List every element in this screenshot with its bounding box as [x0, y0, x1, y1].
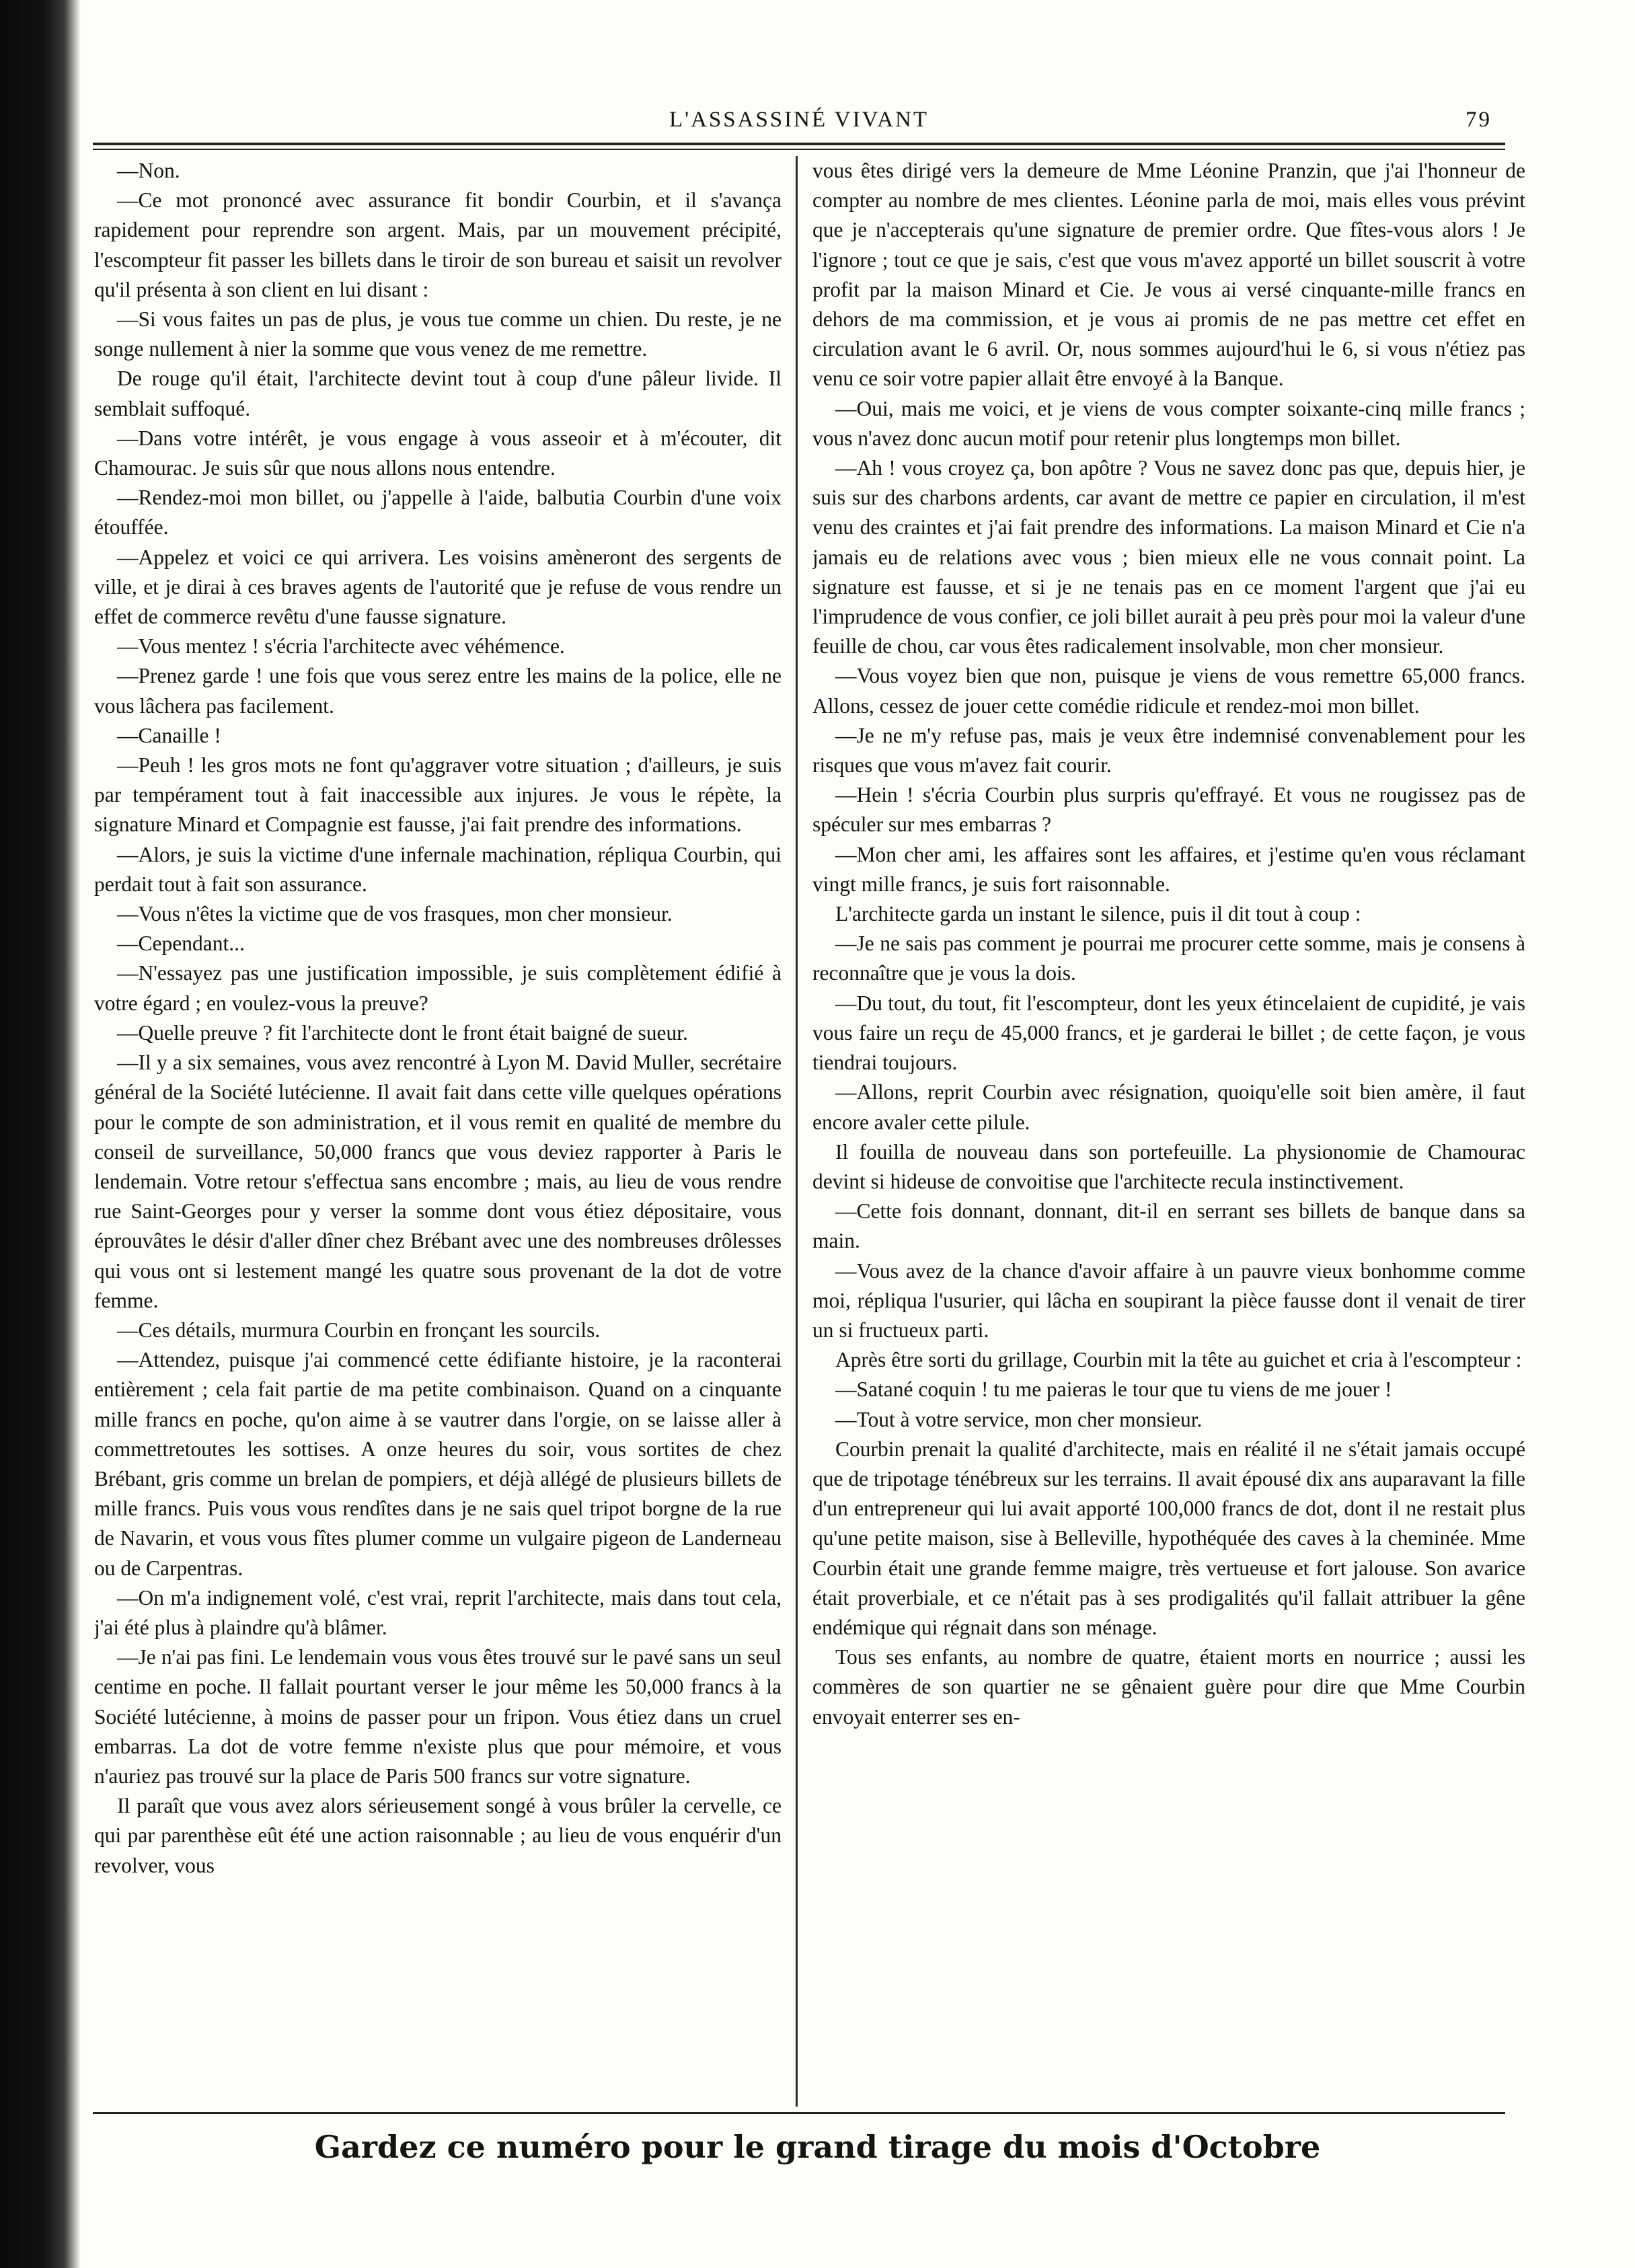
right-column	[812, 156, 1525, 2107]
paragraph: —Cette fois donnant, donnant, dit-il en serrant ses billets de banque dans sa main.	[812, 1199, 1525, 1253]
paragraph: Courbin prenait la qualité d'architecte, mais en réalité il ne s'était jamais occupé que de tripotage ténébreux sur les terrains. Il avait épousé dix ans auparavant la fille d'un entrepreneur qui lui avait apporté 100,000 francs de dot, dont il ne restait plus qu'une petite maison, sise à Belleville, hypothéquée des caves à la cheminée. Mme Courbin était une grande femme maigre, très vertueuse et fort jalouse. Son avarice était proverbiale, et ce n'était pas à ses prodigalités qu'il fallait attribuer la gêne endémique qui régnait dans son ménage.	[812, 1437, 1525, 1639]
left-column	[94, 156, 782, 2107]
paragraph-continued: vous êtes dirigé vers la demeure de Mme Léonine Pranzin, que j'ai l'honneur de compter au nombre de mes clientes. Léonine parla de moi, mais elles vous prévint que je n'accepterais qu'une signature de premier ordre. Que fîtes-vous alors ! Je l'ignore ; tout ce que je sais, c'est que vous m'avez apporté un billet souscrit à votre profit par la maison Minard et Cie. Je vous ai versé cinquante-mille francs en dehors de ma commission, et je vous ai promis de ne pas mettre cet effet en circulation avant le 6 avril. Or, nous sommes aujourd'hui le 6, si vous n'étiez pas venu ce soir votre papier allait être envoyé à la Banque.	[812, 159, 1525, 391]
header-rule-thick	[93, 143, 1505, 145]
paragraph: —Si vous faites un pas de plus, je vous tue comme un chien. Du reste, je ne songe nullement à nier la somme que vous venez de me remettre.	[94, 307, 782, 361]
paragraph: —Canaille !	[117, 723, 221, 747]
paragraph: L'architecte garda un instant le silence, puis il dit tout à coup :	[835, 902, 1361, 926]
paragraph: —Ah ! vous croyez ça, bon apôtre ? Vous ne savez donc pas que, depuis hier, je suis sur des charbons ardents, car avant de mettre ce papier en circulation, il m'est venu des craintes et j'ai fait prendre des informations. La maison Minard et Cie n'a jamais eu de relations avec vous ; bien mieux elle ne vous connait point. La signature est fausse, et si je ne tenais pas en ce moment l'argent que j'ai eu l'imprudence de vous confier, ce joli billet aurait à peu près pour moi la valeur d'une feuille de chou, car vous êtes radicalement insolvable, mon cher monsieur.	[812, 456, 1525, 658]
page-number: 79	[1466, 108, 1492, 132]
page-binding-edge	[0, 0, 81, 2268]
paragraph: —Hein ! s'écria Courbin plus surpris qu'effrayé. Et vous ne rougissez pas de spéculer sur mes embarras ?	[812, 783, 1525, 837]
paragraph: —Ces détails, murmura Courbin en fronçant les sourcils.	[117, 1318, 601, 1342]
paragraph: —Dans votre intérêt, je vous engage à vous asseoir et à m'écouter, dit Chamourac. Je suis sûr que nous allons nous entendre.	[94, 426, 782, 480]
paragraph: —Vous mentez ! s'écria l'architecte avec véhémence.	[117, 634, 565, 658]
column-divider	[796, 156, 798, 2107]
footer-notice: Gardez ce numéro pour le grand tirage du mois d'Octobre	[314, 2129, 1321, 2165]
paragraph: —Je ne sais pas comment je pourrai me procurer cette somme, mais je consens à reconnaître que je vous la dois.	[812, 932, 1525, 985]
paragraph: —Je ne m'y refuse pas, mais je veux être indemnisé convenablement pour les risques que vous m'avez fait courir.	[812, 723, 1525, 778]
paragraph: —Peuh ! les gros mots ne font qu'aggraver votre situation ; d'ailleurs, je suis par tempérament tout à fait inaccessible aux injures. Je vous le répète, la signature Minard et Compagnie est fausse, j'ai fait prendre des informations.	[94, 753, 782, 837]
footer-rule	[93, 2112, 1505, 2114]
paragraph: Il fouilla de nouveau dans son portefeuille. La physionomie de Chamourac devint si hideuse de convoitise que l'architecte recula instinctivement.	[812, 1139, 1525, 1193]
running-head	[93, 108, 1505, 141]
paragraph: —Non.	[117, 159, 180, 182]
paragraph: —Je n'ai pas fini. Le lendemain vous vous êtes trouvé sur le pavé sans un seul centime en poche. Il fallait pourtant verser le jour même les 50,000 francs à la Société lutécienne, à moins de passer pour un fripon. Vous étiez dans un cruel embarras. La dot de votre femme n'existe plus que pour mémoire, et vous n'auriez pas trouvé sur la place de Paris 500 francs sur votre signature.	[94, 1645, 782, 1788]
paragraph: —On m'a indignement volé, c'est vrai, reprit l'architecte, mais dans tout cela, j'ai été plus à plaindre qu'à blâmer.	[94, 1585, 782, 1639]
paragraph: Tous ses enfants, au nombre de quatre, étaient morts en nourrice ; aussi les commères de son quartier ne se gênaient guère pour dire que Mme Courbin envoyait enterrer ses en-	[812, 1645, 1525, 1729]
paragraph: —Oui, mais me voici, et je viens de vous compter soixante-cinq mille francs ; vous n'avez donc aucun motif pour retenir plus longtemps mon billet.	[812, 396, 1525, 450]
paragraph: —Mon cher ami, les affaires sont les affaires, et j'estime qu'en vous réclamant vingt mille francs, je suis fort raisonnable.	[812, 842, 1525, 896]
paragraph: Après être sorti du grillage, Courbin mit la tête au guichet et cria à l'escompteur :	[835, 1348, 1522, 1372]
header-rule-thin	[93, 149, 1505, 150]
paragraph: —Alors, je suis la victime d'une infernale machination, répliqua Courbin, qui perdait tout à fait son assurance.	[94, 842, 782, 896]
paragraph: —Attendez, puisque j'ai commencé cette édifiante histoire, je la raconterai entièrement ; cela fait partie de ma petite combinaison. Quand on a cinquante mille francs en poche, qu'on aime à se vautrer dans l'orgie, on se laisse aller à commettretoutes les sottises. A onze heures du soir, vous sortites de chez Brébant, gris comme un brelan de pompiers, et déjà allégé de plusieurs billets de mille francs. Puis vous vous rendîtes dans je ne sais quel tripot borgne de la rue de Navarin, et vous vous fîtes plumer comme un vulgaire pigeon de Landerneau ou de Carpentras.	[94, 1348, 782, 1580]
paragraph: —N'essayez pas une justification impossible, je suis complètement édifié à votre égard ; en voulez-vous la preuve?	[94, 961, 782, 1015]
running-title: L'ASSASSINÉ VIVANT	[669, 108, 929, 132]
paragraph: Il paraît que vous avez alors sérieusement songé à vous brûler la cervelle, ce qui par parenthèse eût été une action raisonnable ; au lieu de vous enquérir d'un revolver, vous	[94, 1794, 782, 1877]
paragraph: —Vous voyez bien que non, puisque je viens de vous remettre 65,000 francs. Allons, cessez de jouer cette comédie ridicule et rendez-moi mon billet.	[812, 664, 1525, 718]
paragraph: —Quelle preuve ? fit l'architecte dont le front était baigné de sueur.	[117, 1020, 688, 1045]
paragraph: —Cependant...	[117, 932, 245, 956]
paragraph: —Ce mot prononcé avec assurance fit bondir Courbin, et il s'avança rapidement pour reprendre son argent. Mais, par un mouvement précipité, l'escompteur fit passer les billets dans le tiroir de son bureau et saisit un revolver qu'il présenta à son client en lui disant :	[94, 188, 782, 301]
paragraph: —Rendez-moi mon billet, ou j'appelle à l'aide, balbutia Courbin d'une voix étouffée.	[94, 486, 782, 539]
paragraph: —Du tout, du tout, fit l'escompteur, dont les yeux étincelaient de cupidité, je vais vous faire un reçu de 45,000 francs, et je garderai le billet ; de cette façon, je vous tiendrai toujours.	[812, 991, 1525, 1075]
paragraph: —Allons, reprit Courbin avec résignation, quoiqu'elle soit bien amère, il faut encore avaler cette pilule.	[812, 1080, 1525, 1134]
paragraph: —Appelez et voici ce qui arrivera. Les voisins amèneront des sergents de ville, et je dirai à ces braves agents de l'autorité que je refuse de vous rendre un effet de commerce revêtu d'une fausse signature.	[94, 545, 782, 629]
paragraph: —Satané coquin ! tu me paieras le tour que tu viens de me jouer !	[835, 1377, 1392, 1402]
paragraph: —Tout à votre service, mon cher monsieur.	[835, 1407, 1203, 1431]
paragraph: —Prenez garde ! une fois que vous serez entre les mains de la police, elle ne vous lâchera pas facilement.	[94, 664, 782, 718]
paragraph: —Vous n'êtes la victime que de vos frasques, mon cher monsieur.	[117, 902, 673, 926]
paragraph: De rouge qu'il était, l'architecte devint tout à coup d'une pâleur livide. Il semblait suffoqué.	[94, 367, 782, 420]
paragraph: —Vous avez de la chance d'avoir affaire à un pauvre vieux bonhomme comme moi, répliqua l'usurier, qui lâcha en soupirant la pièce fausse dont il venait de tirer un si fructueux parti.	[812, 1258, 1525, 1342]
paragraph: —Il y a six semaines, vous avez rencontré à Lyon M. David Muller, secrétaire général de la Société lutécienne. Il avait fait dans cette ville quelques opérations pour le compte de son administration, et il vous remit en qualité de membre du conseil de surveillance, 50,000 francs que vous deviez rapporter à Paris le lendemain. Votre retour s'effectua sans encombre ; mais, au lieu de vous rendre rue Saint-Georges pour y verser la somme dont vous étiez dépositaire, vous éprouvâtes le désir d'aller dîner chez Brébant avec une des nombreuses drôlesses qui vous ont si lestement mangé les quatre sous provenant de la dot de votre femme.	[94, 1051, 782, 1312]
